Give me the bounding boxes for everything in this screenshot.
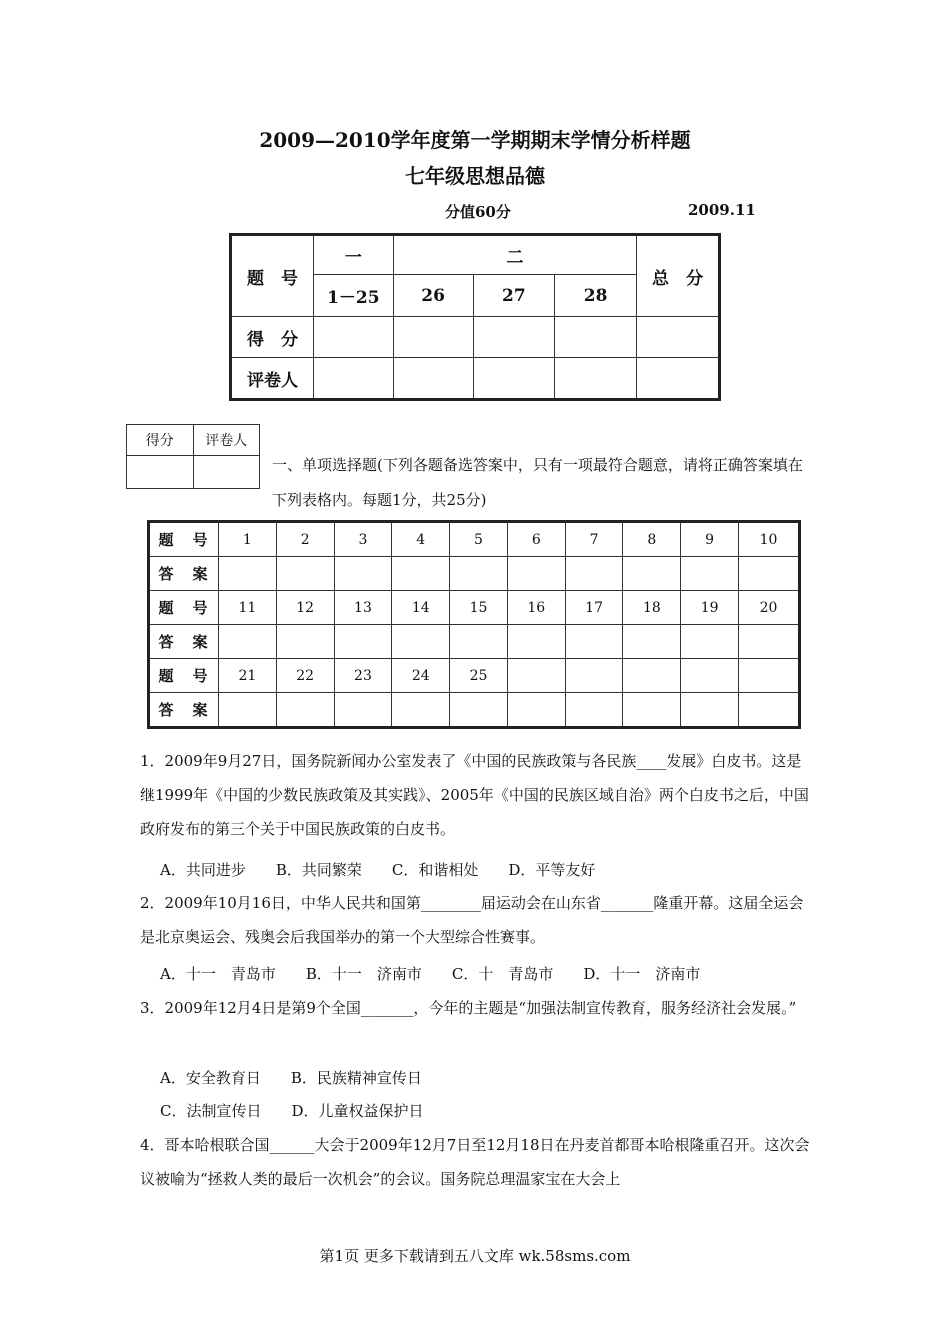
score-cell (393, 317, 473, 358)
answer-cell (276, 557, 334, 591)
answer-cell (392, 625, 450, 659)
score-table-header-total: 总 分 (636, 235, 719, 317)
answer-cell (623, 693, 681, 728)
score-table-col-28: 28 (555, 275, 637, 317)
question-number: 9 (681, 522, 739, 557)
section-1-heading: 一、单项选择题(下列各题备选答案中，只有一项最符合题意，请将正确答案填在下列表格内。每题1分，共25分) (272, 456, 803, 509)
answer-grid-daan: 答 案 (149, 557, 219, 591)
section-score-cell (127, 456, 194, 489)
question-3-options-2: C．法制宣传日 D．儿童权益保护日 (160, 1102, 424, 1120)
question-number: 25 (450, 659, 508, 693)
score-cell (636, 317, 719, 358)
answer-cell (219, 625, 277, 659)
question-2-options: A．十一 青岛市 B．十一 济南市 C．十 青岛市 D．十一 济南市 (160, 965, 701, 983)
grader-cell (313, 358, 393, 400)
answer-grid-daan: 答 案 (149, 693, 219, 728)
answer-cell (450, 625, 508, 659)
question-number: 19 (681, 591, 739, 625)
score-cell (555, 317, 637, 358)
question-number: 1 (219, 522, 277, 557)
grader-cell (393, 358, 473, 400)
answer-cell (219, 693, 277, 728)
question-number: 12 (276, 591, 334, 625)
question-number (565, 659, 623, 693)
answer-grid-tihao: 题 号 (149, 659, 219, 693)
answer-cell (739, 557, 800, 591)
question-number (507, 659, 565, 693)
question-number: 8 (623, 522, 681, 557)
score-table-header-part1: 一 (313, 235, 393, 275)
question-4: 4．哥本哈根联合国______大会于2009年12月7日至12月18日在丹麦首都哥本哈根隆重召开。这次会议被喻为“拯救人类的最后一次机会”的会议。国务院总理温家宝在大会上 (140, 1136, 810, 1188)
exam-title: 2009—2010学年度第一学期期末学情分析样题 (259, 128, 691, 152)
score-cell (313, 317, 393, 358)
answer-cell (450, 693, 508, 728)
answer-cell (334, 557, 392, 591)
answer-cell (565, 693, 623, 728)
question-number: 4 (392, 522, 450, 557)
page-footer: 第1页 更多下载请到五八文库 wk.58sms.com (319, 1247, 631, 1265)
question-3-options-1: A．安全教育日 B．民族精神宣传日 (160, 1069, 422, 1087)
question-number: 14 (392, 591, 450, 625)
question-number: 17 (565, 591, 623, 625)
answer-cell (450, 557, 508, 591)
score-table-row-defen: 得 分 (231, 317, 314, 358)
answer-cell (219, 557, 277, 591)
question-2: 2．2009年10月16日，中华人民共和国第________届运动会在山东省_______隆重开幕。这届全运会是北京奥运会、残奥会后我国举办的第一个大型综合性赛事。 (140, 894, 804, 946)
question-number: 11 (219, 591, 277, 625)
grader-cell (555, 358, 637, 400)
score-table-col-26: 26 (393, 275, 473, 317)
question-number: 20 (739, 591, 800, 625)
question-number: 5 (450, 522, 508, 557)
exam-subtitle: 七年级思想品德 (405, 164, 545, 188)
answer-cell (565, 625, 623, 659)
question-number: 24 (392, 659, 450, 693)
score-table-header-part2: 二 (393, 235, 636, 275)
answer-cell (276, 693, 334, 728)
answer-cell (681, 625, 739, 659)
answer-cell (623, 625, 681, 659)
score-table-col-27: 27 (473, 275, 555, 317)
question-1-options: A．共同进步 B．共同繁荣 C．和谐相处 D．平等友好 (160, 861, 596, 879)
section-grader-cell (193, 456, 260, 489)
grader-cell (636, 358, 719, 400)
question-3: 3．2009年12月4日是第9个全国_______，今年的主题是“加强法制宣传教育，服务经济社会发展。” (140, 999, 797, 1017)
answer-cell (507, 693, 565, 728)
score-summary-table (229, 233, 721, 401)
score-table-header-tihao: 题 号 (231, 235, 314, 317)
question-number: 13 (334, 591, 392, 625)
question-number: 10 (739, 522, 800, 557)
question-number: 7 (565, 522, 623, 557)
grader-cell (473, 358, 555, 400)
question-number: 18 (623, 591, 681, 625)
score-table-row-grader: 评卷人 (231, 358, 314, 400)
answer-cell (392, 557, 450, 591)
answer-cell (681, 557, 739, 591)
answer-cell (739, 693, 800, 728)
score-table-col-1-25: 1－25 (313, 275, 393, 317)
exam-date: 2009.11 (688, 201, 756, 219)
question-number: 21 (219, 659, 277, 693)
section-score-label: 得分 (127, 425, 194, 456)
answer-cell (334, 625, 392, 659)
question-number: 3 (334, 522, 392, 557)
question-number (681, 659, 739, 693)
answer-grid-table (147, 520, 801, 729)
section-grader-table (126, 424, 260, 489)
question-number (623, 659, 681, 693)
question-number: 6 (507, 522, 565, 557)
question-number (739, 659, 800, 693)
question-number: 15 (450, 591, 508, 625)
question-number: 23 (334, 659, 392, 693)
answer-grid-tihao: 题 号 (149, 591, 219, 625)
section-grader-label: 评卷人 (193, 425, 260, 456)
answer-grid-tihao: 题 号 (149, 522, 219, 557)
answer-cell (507, 625, 565, 659)
answer-cell (276, 625, 334, 659)
score-cell (473, 317, 555, 358)
question-1: 1．2009年9月27日，国务院新闻办公室发表了《中国的民族政策与各民族____发展》白皮书。这是继1999年《中国的少数民族政策及其实践》、2005年《中国的民族区域自治》两个白皮书之后，中国政府发布的第三个关于中国民族政策的白皮书。 (140, 752, 809, 838)
answer-cell (392, 693, 450, 728)
answer-cell (565, 557, 623, 591)
question-number: 22 (276, 659, 334, 693)
answer-cell (623, 557, 681, 591)
answer-cell (681, 693, 739, 728)
answer-cell (739, 625, 800, 659)
answer-grid-daan: 答 案 (149, 625, 219, 659)
answer-cell (334, 693, 392, 728)
total-score-label: 分值60分 (445, 203, 511, 221)
question-number: 2 (276, 522, 334, 557)
answer-cell (507, 557, 565, 591)
question-number: 16 (507, 591, 565, 625)
